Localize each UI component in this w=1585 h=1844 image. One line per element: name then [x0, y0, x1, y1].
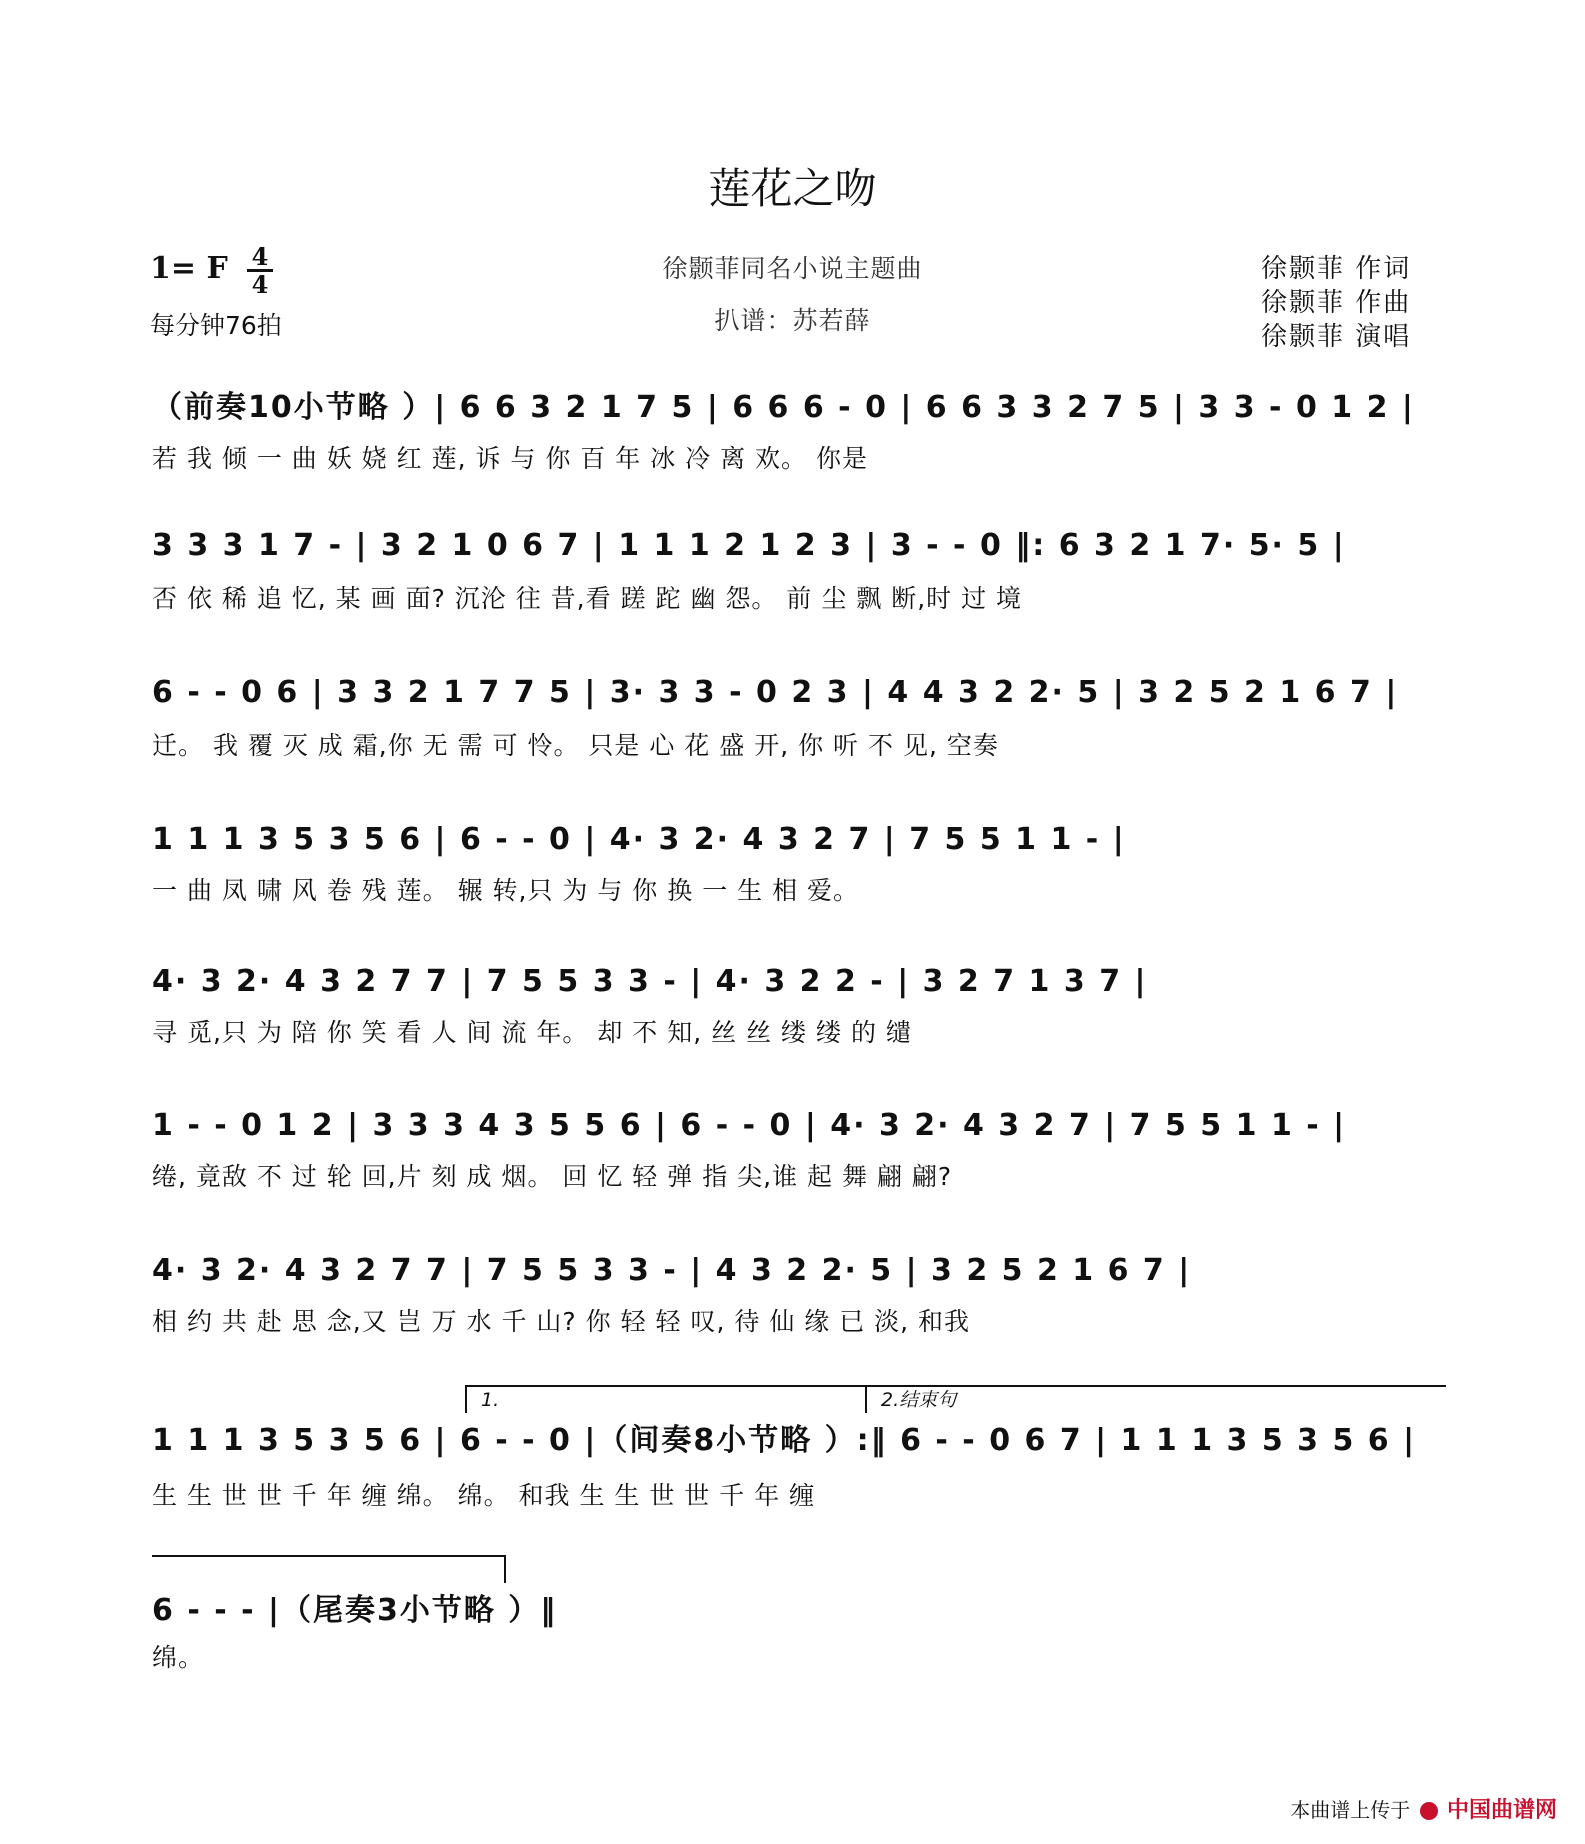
lyrics-line: 寻 觅,只 为 陪 你 笑 看 人 间 流 年。 却 不 知, 丝 丝 缕 缕 的 缱 — [152, 1018, 912, 1047]
lyrics-line: 一 曲 凤 啸 风 卷 残 莲。 辗 转,只 为 与 你 换 一 生 相 爱。 — [152, 876, 860, 905]
subtitle: 徐颢菲同名小说主题曲 — [662, 254, 923, 283]
second-ending-bracket: 2.结束句 — [865, 1385, 1446, 1413]
lyrics-line: 生 生 世 世 千 年 缠 绵。 绵。 和我 生 生 世 世 千 年 缠 — [152, 1481, 816, 1510]
notation-line: 3 3 3 1 7 - | 3 2 1 0 6 7 | 1 1 1 2 1 2 3 | 3 - - 0 ‖: 6 3 2 1 7· 5· 5 | — [152, 528, 1346, 563]
lyrics-line: 绵。 — [152, 1643, 205, 1672]
source-footer — [1290, 1793, 1557, 1824]
second-ending-continuation — [152, 1555, 506, 1583]
first-ending-bracket: 1. — [465, 1385, 876, 1413]
time-signature-top: 4 — [251, 242, 269, 271]
lyrics-line: 若 我 倾 一 曲 妖 娆 红 莲, 诉 与 你 百 年 冰 冷 离 欢。 你是 — [152, 444, 868, 473]
footer-brand: 中国曲谱网 — [1446, 1798, 1557, 1823]
lyrics-line: 否 依 稀 追 忆, 某 画 面? 沉沦 往 昔,看 蹉 跎 幽 怨。 前 尘 飘 断,时 过 境 — [152, 584, 1023, 613]
tempo-marking: 每分钟76拍 — [150, 311, 282, 340]
lyrics-line: 相 约 共 赴 思 念,又 岂 万 水 千 山? 你 轻 轻 叹, 待 仙 缘 已 淡, 和我 — [152, 1307, 971, 1336]
notation-line: 6 - - 0 6 | 3 3 2 1 7 7 5 | 3· 3 3 - 0 2 3 | 4 4 3 2 2· 5 | 3 2 5 2 1 6 7 | — [152, 675, 1399, 710]
singer-credit: 徐颢菲 演唱 — [1261, 322, 1412, 352]
time-signature-bottom: 4 — [247, 269, 273, 297]
transcriber-credit: 扒谱：苏若薛 — [714, 306, 871, 335]
notation-line: （前奏10小节略 ）| 6 6 3 2 1 7 5 | 6 6 6 - 0 | 6 6 3 3 2 7 5 | 3 3 - 0 1 2 | — [152, 390, 1415, 425]
key-signature: 1= F — [150, 251, 228, 286]
notation-line: 1 1 1 3 5 3 5 6 | 6 - - 0 | 4· 3 2· 4 3 2 7 | 7 5 5 1 1 - | — [152, 822, 1126, 857]
notation-line: 6 - - - |（尾奏3小节略 ）‖ — [152, 1593, 558, 1628]
footer-text: 本曲谱上传于 — [1290, 1798, 1411, 1822]
lyrics-line: 绻, 竟敌 不 过 轮 回,片 刻 成 烟。 回 忆 轻 弹 指 尖,谁 起 舞 翩 翩? — [152, 1162, 953, 1191]
lyricist-credit: 徐颢菲 作词 — [1261, 254, 1412, 284]
composer-credit: 徐颢菲 作曲 — [1261, 288, 1412, 318]
notation-line: 4· 3 2· 4 3 2 7 7 | 7 5 5 3 3 - | 4· 3 2 2 - | 3 2 7 1 3 7 | — [152, 964, 1148, 999]
notation-line: 4· 3 2· 4 3 2 7 7 | 7 5 5 3 3 - | 4 3 2 2· 5 | 3 2 5 2 1 6 7 | — [152, 1253, 1192, 1288]
notation-line: 1 1 1 3 5 3 5 6 | 6 - - 0 |（间奏8小节略 ）:‖ 6 - - 0 6 7 | 1 1 1 3 5 3 5 6 | — [152, 1423, 1417, 1458]
score-title: 莲花之吻 — [708, 164, 877, 213]
site-logo-icon — [1420, 1802, 1438, 1820]
lyrics-line: 迁。 我 覆 灭 成 霜,你 无 需 可 怜。 只是 心 花 盛 开, 你 听 不 见, 空奏 — [152, 731, 999, 760]
notation-line: 1 - - 0 1 2 | 3 3 3 4 3 5 5 6 | 6 - - 0 | 4· 3 2· 4 3 2 7 | 7 5 5 1 1 - | — [152, 1108, 1347, 1143]
